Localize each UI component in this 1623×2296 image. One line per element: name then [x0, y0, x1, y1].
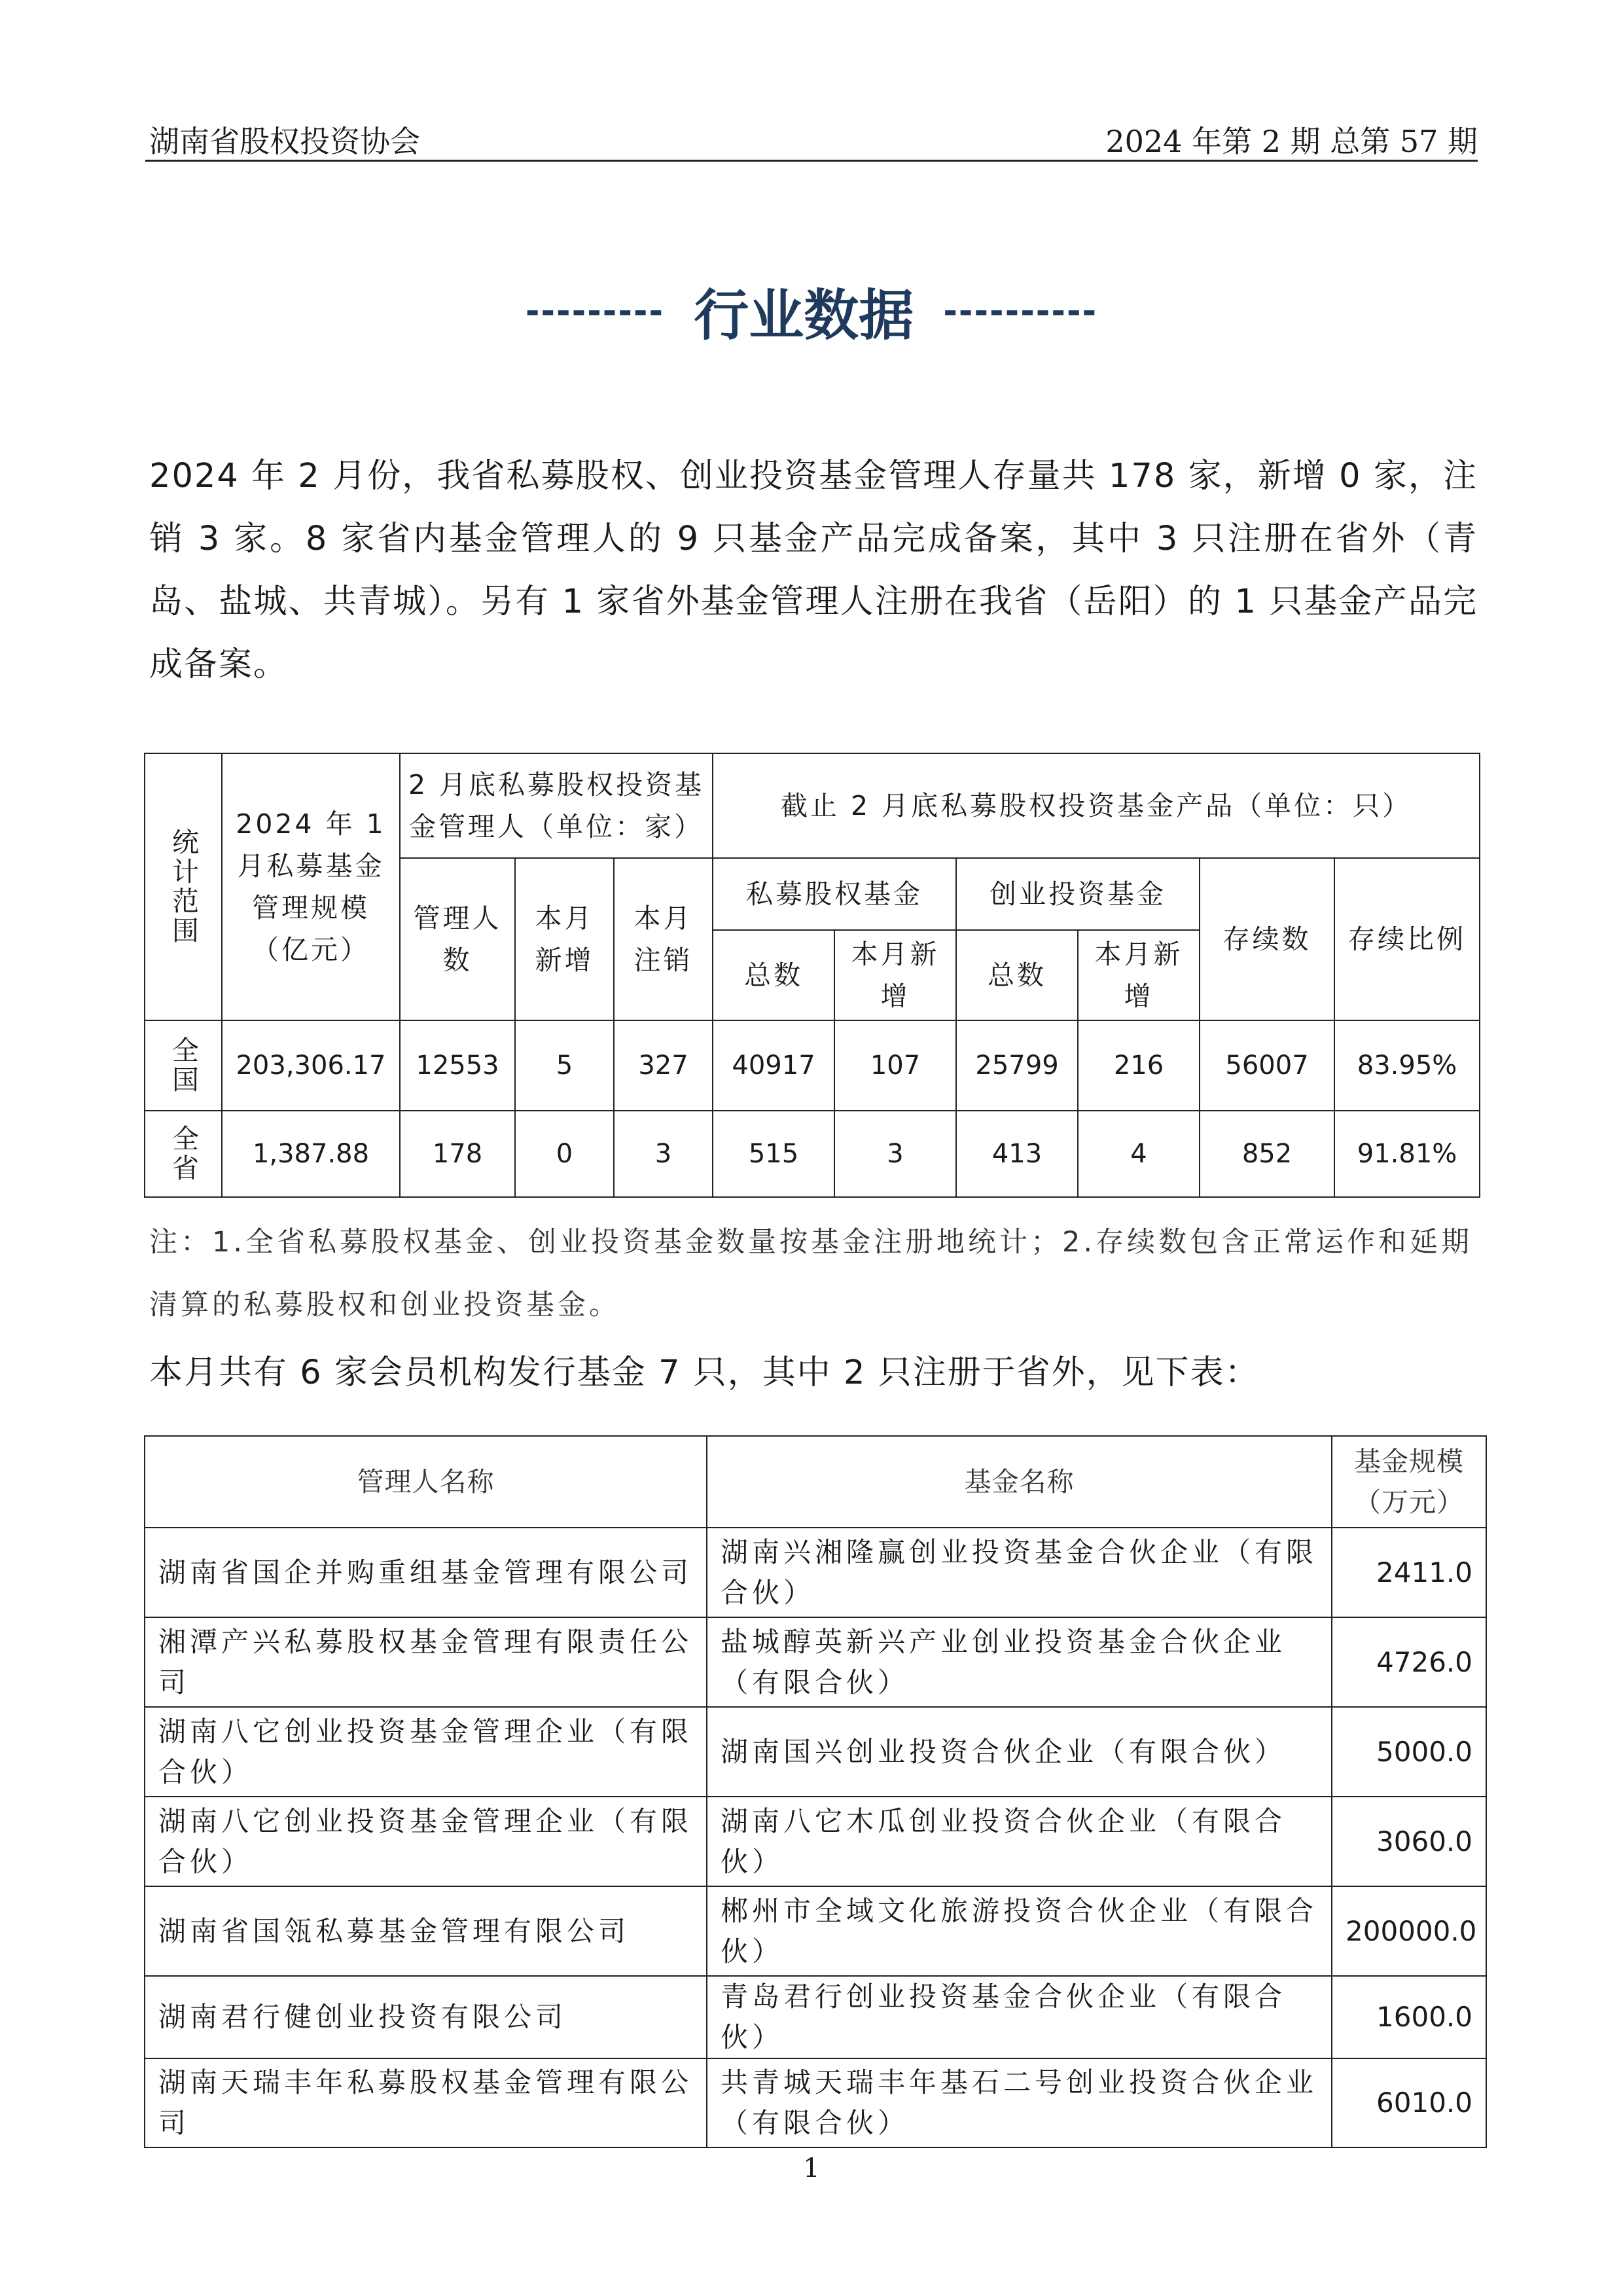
cell-manager-count: 178 — [400, 1111, 515, 1197]
fund-summary-sentence: 本月共有 6 家会员机构发行基金 7 只，其中 2 只注册于省外，见下表： — [149, 1354, 1260, 1392]
header-fund-scale: 基金规模（万元） — [1332, 1436, 1486, 1528]
cell-fund-name: 青岛君行创业投资基金合伙企业（有限合伙） — [707, 1976, 1332, 2058]
cell-manager-cancel: 327 — [614, 1020, 713, 1111]
fund-issuance-table — [144, 1435, 1487, 2148]
header-pe-total: 总数 — [713, 930, 834, 1020]
header-manager-count: 管理人数 — [400, 858, 515, 1020]
cell-fund-name: 湖南国兴创业投资合伙企业（有限合伙） — [707, 1707, 1332, 1797]
cell-manager-count: 12553 — [400, 1020, 515, 1111]
header-pe-new: 本月新增 — [834, 930, 956, 1020]
title-dashes-left: --------- — [525, 291, 665, 331]
cell-scale: 203,306.17 — [222, 1020, 400, 1111]
cell-scale: 1,387.88 — [222, 1111, 400, 1197]
header-existing-ratio: 存续比例 — [1334, 858, 1480, 1020]
table-row — [145, 2058, 1486, 2147]
header-divider — [145, 160, 1478, 162]
header-fund-name: 基金名称 — [707, 1436, 1332, 1528]
cell-vc-new: 216 — [1078, 1020, 1200, 1111]
cell-manager-name: 湖南省国企并购重组基金管理有限公司 — [145, 1528, 707, 1617]
cell-fund-amount: 2411.0 — [1332, 1528, 1486, 1617]
cell-manager-name: 湘潭产兴私募股权基金管理有限责任公司 — [145, 1617, 707, 1707]
cell-manager-name: 湖南省国瓴私募基金管理有限公司 — [145, 1886, 707, 1976]
cell-vc-new: 4 — [1078, 1111, 1200, 1197]
cell-fund-amount: 5000.0 — [1332, 1707, 1486, 1797]
cell-fund-amount: 4726.0 — [1332, 1617, 1486, 1707]
header-scale: 2024 年 1 月私募基金管理规模（亿元） — [222, 753, 400, 1020]
header-scope: 统计范围 — [145, 753, 222, 1020]
header-vc-total: 总数 — [956, 930, 1078, 1020]
cell-manager-name: 湖南天瑞丰年私募股权基金管理有限公司 — [145, 2058, 707, 2147]
cell-pe-total: 40917 — [713, 1020, 834, 1111]
cell-manager-name: 湖南君行健创业投资有限公司 — [145, 1976, 707, 2058]
cell-fund-amount: 1600.0 — [1332, 1976, 1486, 2058]
cell-vc-total: 413 — [956, 1111, 1078, 1197]
cell-fund-name: 湖南兴湘隆赢创业投资基金合伙企业（有限合伙） — [707, 1528, 1332, 1617]
table-row — [145, 1111, 1480, 1197]
header-existing: 存续数 — [1200, 858, 1334, 1020]
cell-fund-name: 湖南八它木瓜创业投资合伙企业（有限合伙） — [707, 1797, 1332, 1886]
intro-paragraph: 2024 年 2 月份，我省私募股权、创业投资基金管理人存量共 178 家，新增 0 家，注销 3 家。8 家省内基金管理人的 9 只基金产品完成备案，其中 3 只注册在省外（青岛、盐城、共青城）。另有 1 家省外基金管理人注册在我省（岳阳）的 1 只基金产品完成备案。 — [149, 457, 1478, 684]
cell-fund-amount: 200000.0 — [1332, 1886, 1486, 1976]
table-row — [145, 1976, 1486, 2058]
cell-pe-new: 107 — [834, 1020, 956, 1111]
cell-scope: 全国 — [145, 1020, 222, 1111]
section-title — [0, 272, 1623, 351]
header-managers-group: 2 月底私募股权投资基金管理人（单位：家） — [400, 753, 713, 858]
header-products-group: 截止 2 月底私募股权投资基金产品（单位：只） — [713, 753, 1480, 858]
header-manager-name: 管理人名称 — [145, 1436, 707, 1528]
cell-fund-name: 盐城醇英新兴产业创业投资基金合伙企业（有限合伙） — [707, 1617, 1332, 1707]
header-vc-fund: 创业投资基金 — [956, 858, 1200, 930]
table-row — [145, 1886, 1486, 1976]
cell-fund-amount: 3060.0 — [1332, 1797, 1486, 1886]
table-row — [145, 1797, 1486, 1886]
header-vc-new: 本月新增 — [1078, 930, 1200, 1020]
cell-existing: 852 — [1200, 1111, 1334, 1197]
table-row — [145, 1528, 1486, 1617]
cell-scope: 全省 — [145, 1111, 222, 1197]
cell-manager-new: 5 — [515, 1020, 614, 1111]
table-row — [145, 1020, 1480, 1111]
header-issue-number: 2024 年第 2 期 总第 57 期 — [1105, 124, 1478, 159]
cell-fund-amount: 6010.0 — [1332, 2058, 1486, 2147]
cell-pe-new: 3 — [834, 1111, 956, 1197]
page-title: 行业数据 — [694, 283, 914, 348]
cell-pe-total: 515 — [713, 1111, 834, 1197]
cell-vc-total: 25799 — [956, 1020, 1078, 1111]
page-number: 1 — [803, 2153, 820, 2183]
cell-manager-name: 湖南八它创业投资基金管理企业（有限合伙） — [145, 1797, 707, 1886]
cell-existing-ratio: 91.81% — [1334, 1111, 1480, 1197]
cell-manager-cancel: 3 — [614, 1111, 713, 1197]
table-row — [145, 1617, 1486, 1707]
cell-manager-new: 0 — [515, 1111, 614, 1197]
header-pe-fund: 私募股权基金 — [713, 858, 956, 930]
cell-fund-name: 郴州市全域文化旅游投资合伙企业（有限合伙） — [707, 1886, 1332, 1976]
cell-manager-name: 湖南八它创业投资基金管理企业（有限合伙） — [145, 1707, 707, 1797]
table-row — [145, 1707, 1486, 1797]
header-manager-new: 本月新增 — [515, 858, 614, 1020]
cell-existing-ratio: 83.95% — [1334, 1020, 1480, 1111]
table-footnote: 注：1.全省私募股权基金、创业投资基金数量按基金注册地统计；2.存续数包含正常运作和延期清算的私募股权和创业投资基金。 — [149, 1226, 1473, 1321]
header-organization: 湖南省股权投资协会 — [149, 124, 420, 159]
cell-fund-name: 共青城天瑞丰年基石二号创业投资合伙企业（有限合伙） — [707, 2058, 1332, 2147]
header-manager-cancel: 本月注销 — [614, 858, 713, 1020]
cell-existing: 56007 — [1200, 1020, 1334, 1111]
title-dashes-right: ---------- — [943, 291, 1098, 331]
statistics-table — [144, 753, 1480, 1198]
